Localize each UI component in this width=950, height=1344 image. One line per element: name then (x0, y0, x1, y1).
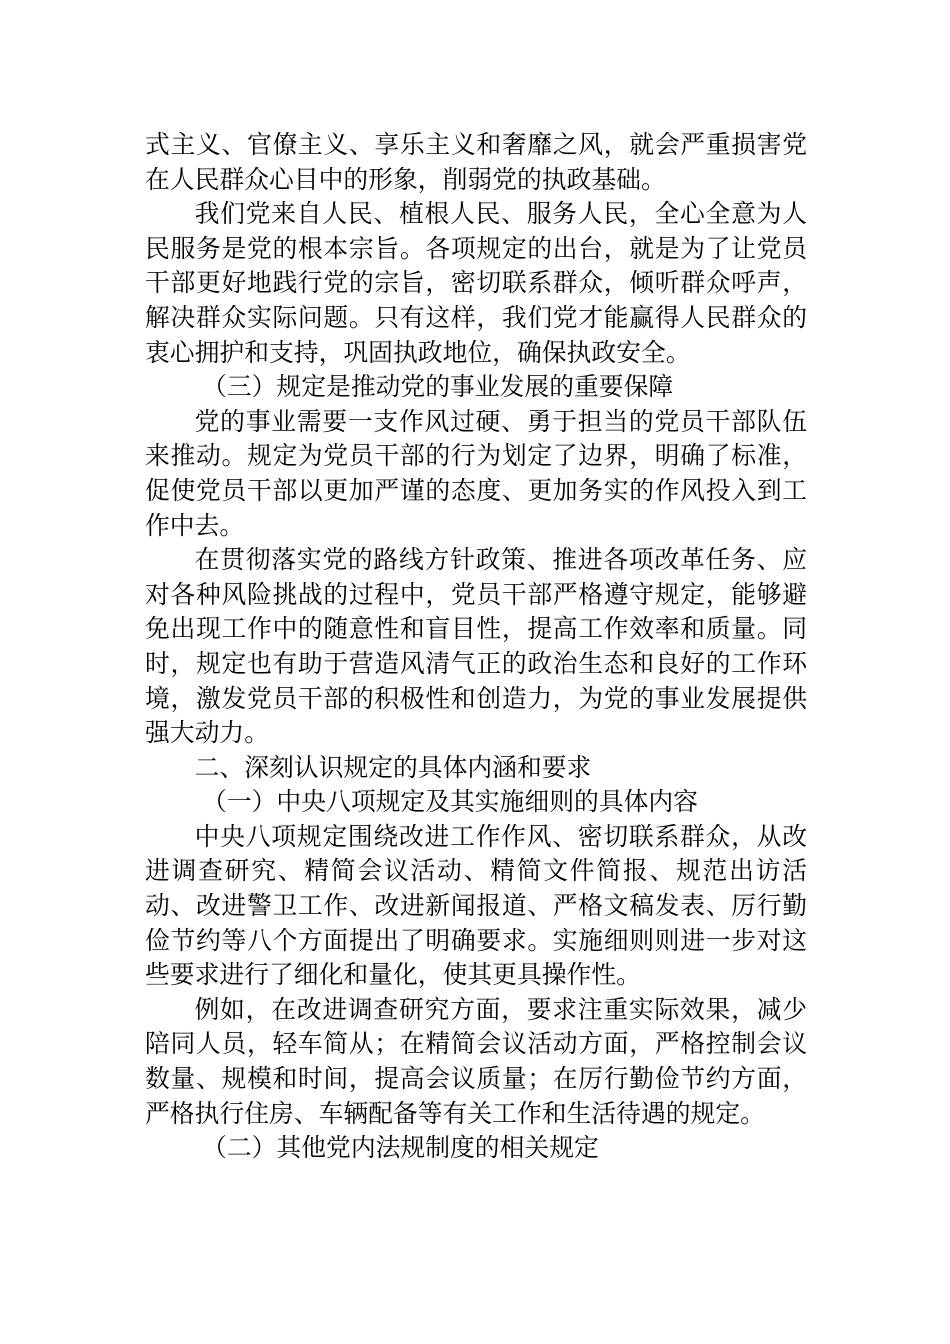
section-heading-3: （三）规定是推动党的事业发展的重要保障 (202, 372, 674, 402)
chapter-heading-2: 二、深刻认识规定的具体内涵和要求 (194, 752, 592, 782)
paragraph: 在贯彻落实党的路线方针政策、推进各项改革任务、应对各种风险挑战的过程中，党员干部严格遵守规定，能够避免出现工作中的随意性和盲目性，提高工作效率和质量。同时，规定也有助于营造风清气正的政治生态和良好的工作环境，激发党员干部的积极性和创造力，为党的事业发展提供强大动力。 (145, 545, 807, 748)
paragraph: 党的事业需要一支作风过硬、勇于担当的党员干部队伍来推动。规定为党员干部的行为划定了边界，明确了标准，促使党员干部以更加严谨的态度、更加务实的作风投入到工作中去。 (145, 406, 807, 540)
paragraph: 例如，在改进调查研究方面，要求注重实际效果，减少陪同人员，轻车简从；在精简会议活动方面，严格控制会议数量、规模和时间，提高会议质量；在厉行勤俭节约方面，严格执行住房、车辆配备等有关工作和生活待遇的规定。 (145, 994, 807, 1128)
paragraph: 我们党来自人民、植根人民、服务人民，全心全意为人民服务是党的根本宗旨。各项规定的出台，就是为了让党员干部更好地践行党的宗旨，密切联系群众，倾听群众呼声，解决群众实际问题。只有这样，我们党才能赢得人民群众的衷心拥护和支持，巩固执政地位，确保执政安全。 (145, 199, 807, 367)
paragraph: 中央八项规定围绕改进工作作风、密切联系群众，从改进调查研究、精简会议活动、精简文件简报、规范出访活动、改进警卫工作、改进新闻报道、严格文稿发表、厉行勤俭节约等八个方面提出了明确要求。实施细则则进一步对这些要求进行了细化和量化，使其更具操作性。 (145, 821, 807, 990)
section-heading-2: （二）其他党内法规制度的相关规定 (202, 1133, 599, 1163)
document-body (145, 128, 807, 1166)
section-heading-1: （一）中央八项规定及其实施细则的具体内容 (202, 787, 698, 817)
paragraph-continuation: 式主义、官僚主义、享乐主义和奢靡之风，就会严重损害党在人民群众心目中的形象，削弱党的执政基础。 (145, 130, 807, 194)
